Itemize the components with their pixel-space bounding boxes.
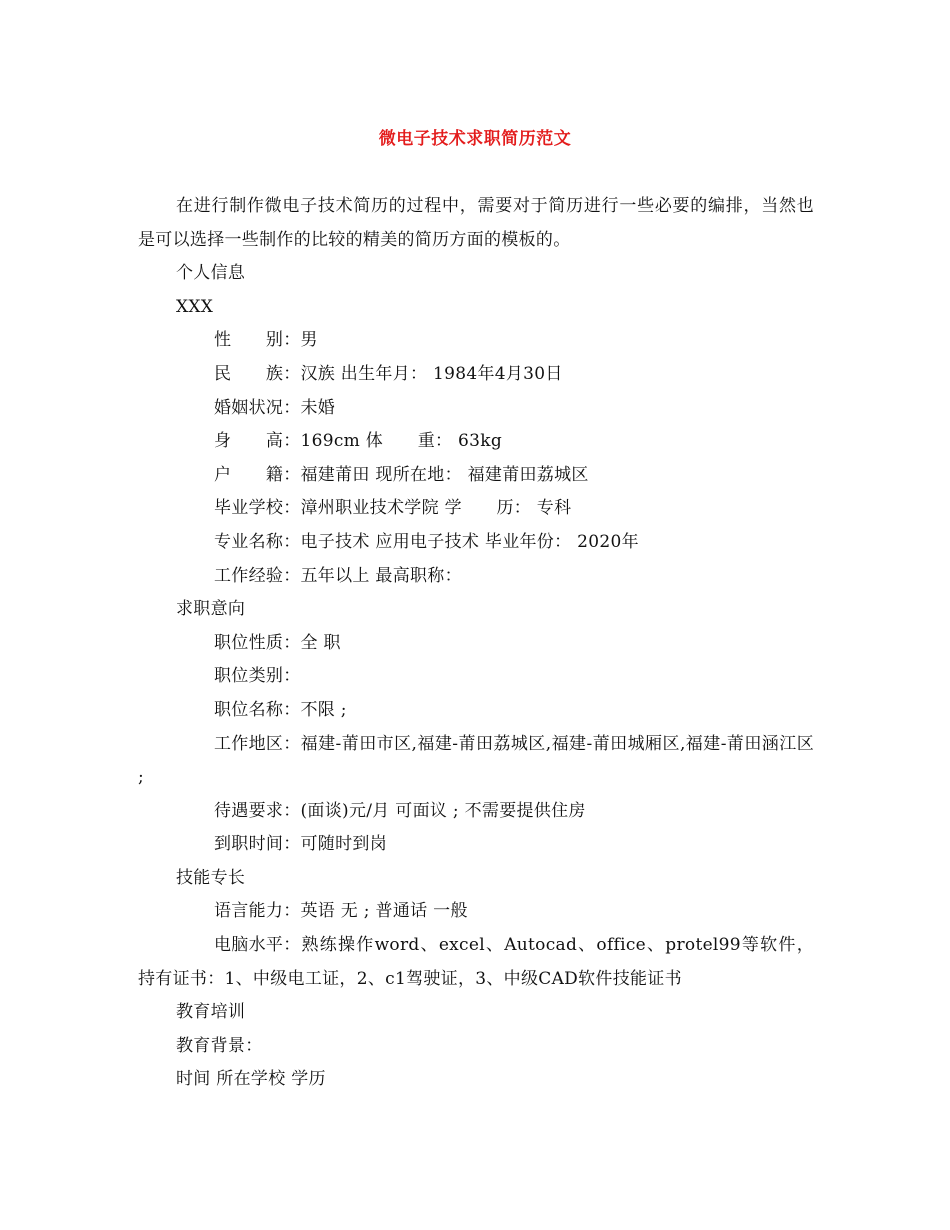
field-work-area [138,728,814,795]
field-value: 男 [300,330,318,351]
field-value: 未婚 [300,397,336,418]
field-label: 专业名称： [214,531,301,552]
applicant-name: XXX [176,296,214,317]
section-header-intent: 求职意向 [176,599,246,620]
education-columns: 时间 所在学校 学历 [176,1069,326,1090]
document-title: 微电子技术求职简历范文 [378,129,572,149]
education-background-label: 教育背景： [176,1035,263,1056]
field-start-time [138,828,814,862]
field-value: 熟练操作word、excel、Autocad、office、protel99等软件，持有证书：1、中级电工证，2、c1驾驶证，3、中级CAD软件技能证书 [138,935,814,989]
field-marital [138,392,814,426]
field-label: 毕业学校： [214,498,301,519]
field-label: 到职时间： [214,834,301,855]
field-experience [138,560,814,594]
field-label: 户 籍： [214,464,301,485]
field-value: (面谈)元/月 可面议 ; 不需要提供住房 [300,800,586,821]
field-label: 工作地区： [214,733,301,754]
section-header-education: 教育培训 [176,1002,246,1023]
field-label: 待遇要求： [214,800,301,821]
field-label: 工作经验： [214,565,301,586]
field-value: 电子技术 应用电子技术 毕业年份： 2020年 [300,531,639,552]
field-label: 职位类别： [214,666,301,687]
field-hukou [138,459,814,493]
field-value: 汉族 出生年月： 1984年4月30日 [300,363,563,384]
field-value: 全 职 [300,632,341,653]
intro-paragraph: 在进行制作微电子技术简历的过程中，需要对于简历进行一些必要的编排，当然也是可以选择一些制作的比较的精美的简历方面的模板的。 [138,196,814,250]
section-header-skills: 技能专长 [176,867,246,888]
field-value: 五年以上 最高职称： [300,565,462,586]
field-label: 婚姻状况： [214,397,301,418]
field-label: 性 别： [214,330,301,351]
field-label: 电脑水平： [214,935,301,956]
field-computer [138,929,814,996]
field-value: 漳州职业技术学院 学 历： 专科 [300,498,572,519]
field-major [138,526,814,560]
document-body [138,190,814,1097]
field-label: 职位名称： [214,699,301,720]
field-label: 语言能力： [214,901,301,922]
field-value: 英语 无 ; 普通话 一般 [300,901,468,922]
field-ethnicity [138,358,814,392]
field-value: 不限 ; [300,699,347,720]
section-header-personal: 个人信息 [176,263,246,284]
field-school [138,492,814,526]
field-job-category [138,660,814,694]
field-value: 可随时到岗 [300,834,387,855]
field-height [138,425,814,459]
field-language [138,895,814,929]
field-value: 福建-莆田市区,福建-莆田荔城区,福建-莆田城厢区,福建-莆田涵江区 ; [138,733,814,788]
field-label: 职位性质： [214,632,301,653]
field-label: 身 高： [214,431,301,452]
field-salary [138,795,814,829]
field-value: 169cm 体 重： 63kg [300,431,503,452]
field-job-name [138,694,814,728]
field-job-nature [138,627,814,661]
field-value: 福建莆田 现所在地： 福建莆田荔城区 [300,464,589,485]
field-gender [138,324,814,358]
field-label: 民 族： [214,363,301,384]
